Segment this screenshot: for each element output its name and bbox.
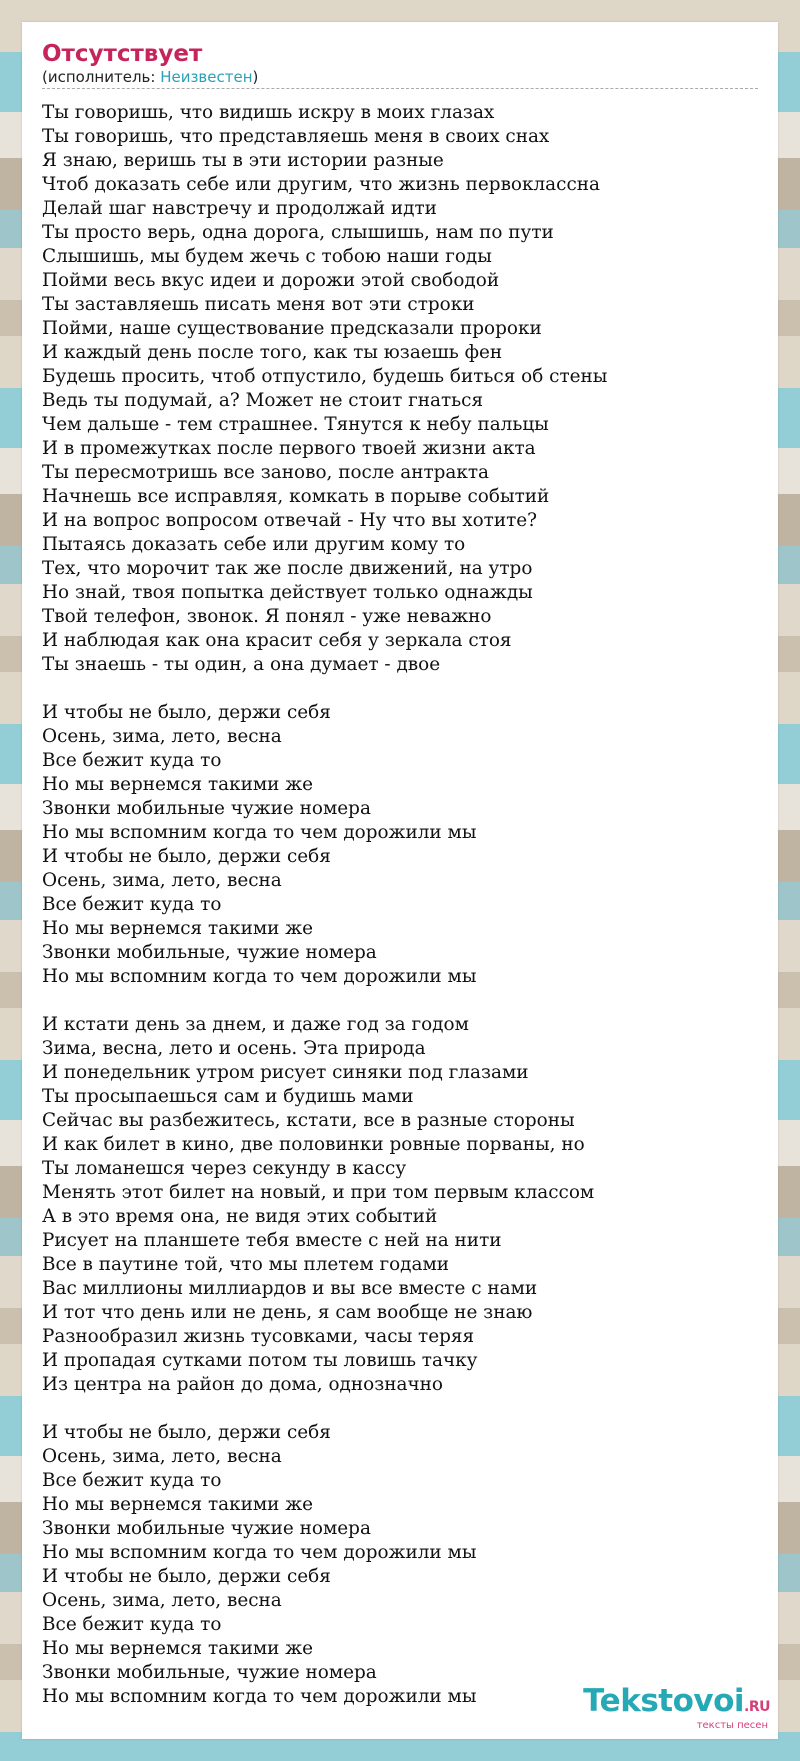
lyric-line: И в промежутках после первого твоей жизни акта <box>42 438 536 459</box>
lyric-line: Вас миллионы миллиардов и вы все вместе с нами <box>42 1278 538 1299</box>
lyric-line: И чтобы не было, держи себя <box>42 1422 331 1443</box>
lyrics-body <box>42 101 758 1709</box>
lyric-line: Сейчас вы разбежитесь, кстати, все в разные стороны <box>42 1110 575 1131</box>
lyric-line: И чтобы не было, держи себя <box>42 1566 331 1587</box>
lyric-line: Осень, зима, лето, весна <box>42 870 282 891</box>
lyric-line: Пытаясь доказать себе или другим кому то <box>42 534 466 555</box>
lyric-line: Звонки мобильные, чужие номера <box>42 942 377 963</box>
artist-line <box>42 68 758 89</box>
lyric-line: И тот что день или не день, я сам вообще не знаю <box>42 1302 533 1323</box>
lyric-line: Чем дальше - тем страшнее. Тянутся к небу пальцы <box>42 414 549 435</box>
lyric-line: Ты заставляешь писать меня вот эти строки <box>42 294 475 315</box>
lyrics-stanza <box>42 1421 758 1709</box>
lyric-line: И как билет в кино, две половинки ровные порваны, но <box>42 1134 585 1155</box>
lyric-line: Осень, зима, лето, весна <box>42 726 282 747</box>
lyric-line: Все в паутине той, что мы плетем годами <box>42 1254 450 1275</box>
lyric-line: Все бежит куда то <box>42 750 222 771</box>
lyrics-stanza <box>42 701 758 989</box>
lyric-line: Начнешь все исправляя, комкать в порыве событий <box>42 486 550 507</box>
lyric-line: Все бежит куда то <box>42 1470 222 1491</box>
lyric-line: А в это время она, не видя этих событий <box>42 1206 438 1227</box>
lyric-line: Зима, весна, лето и осень. Эта природа <box>42 1038 426 1059</box>
lyric-line: И чтобы не было, держи себя <box>42 702 331 723</box>
lyric-line: Но мы вернемся такими же <box>42 774 314 795</box>
lyric-line: Но мы вспомним когда то чем дорожили мы <box>42 1542 477 1563</box>
lyric-line: Разнообразил жизнь тусовками, часы теряя <box>42 1326 475 1347</box>
lyric-line: Делай шаг навстречу и продолжай идти <box>42 198 437 219</box>
lyric-line: И каждый день после того, как ты юзаешь фен <box>42 342 503 363</box>
lyric-line: Но знай, твоя попытка действует только однажды <box>42 582 533 603</box>
lyric-line: Ты пересмотришь все заново, после антракта <box>42 462 490 483</box>
lyric-line: Ты знаешь - ты один, а она думает - двое <box>42 654 441 675</box>
lyric-line: Будешь просить, чтоб отпустило, будешь биться об стены <box>42 366 608 387</box>
song-title: Отсутствует <box>42 41 203 67</box>
artist-prefix: (исполнитель: <box>42 68 161 86</box>
lyric-line: Звонки мобильные чужие номера <box>42 798 371 819</box>
lyric-line: Осень, зима, лето, весна <box>42 1590 282 1611</box>
lyric-line: И пропадая сутками потом ты ловишь тачку <box>42 1350 478 1371</box>
lyric-line: Твой телефон, звонок. Я понял - уже неважно <box>42 606 492 627</box>
lyrics-stanza <box>42 1013 758 1397</box>
lyric-line: Ты говоришь, что видишь искру в моих глазах <box>42 102 495 123</box>
lyric-line: Ты просто верь, одна дорога, слышишь, нам по пути <box>42 222 554 243</box>
lyric-line: Все бежит куда то <box>42 1614 222 1635</box>
lyric-line: Но мы вернемся такими же <box>42 918 314 939</box>
lyric-line: Пойми, наше существование предсказали пророки <box>42 318 542 339</box>
lyric-line: Пойми весь вкус идеи и дорожи этой свободой <box>42 270 500 291</box>
lyric-line: Но мы вспомним когда то чем дорожили мы <box>42 1686 477 1707</box>
lyric-line: Осень, зима, лето, весна <box>42 1446 282 1467</box>
lyric-line: И кстати день за днем, и даже год за годом <box>42 1014 469 1035</box>
logo-tagline: тексты песен <box>696 1720 768 1731</box>
lyric-line: Ты просыпаешься сам и будишь мами <box>42 1086 414 1107</box>
lyric-line: Чтоб доказать себе или другим, что жизнь первоклассна <box>42 174 600 195</box>
logo-text <box>583 1685 770 1723</box>
site-logo[interactable] <box>583 1685 770 1731</box>
lyric-line: Но мы вернемся такими же <box>42 1494 314 1515</box>
lyric-line: Ведь ты подумай, а? Может не стоит гнаться <box>42 390 484 411</box>
lyrics-card <box>22 22 778 1739</box>
lyric-line: Ты ломанешся через секунду в кассу <box>42 1158 407 1179</box>
lyric-line: Рисует на планшете тебя вместе с ней на нити <box>42 1230 502 1251</box>
lyric-line: Звонки мобильные, чужие номера <box>42 1662 377 1683</box>
lyric-line: И на вопрос вопросом отвечай - Ну что вы хотите? <box>42 510 538 531</box>
lyric-line: Тех, что морочит так же после движений, на утро <box>42 558 533 579</box>
artist-suffix: ) <box>252 68 259 86</box>
lyric-line: Я знаю, веришь ты в эти истории разные <box>42 150 444 171</box>
artist-link[interactable]: Неизвестен <box>160 68 253 86</box>
lyric-line: Но мы вернемся такими же <box>42 1638 314 1659</box>
lyric-line: Звонки мобильные чужие номера <box>42 1518 371 1539</box>
lyrics-stanza <box>42 101 758 677</box>
lyric-line: Из центра на район до дома, однозначно <box>42 1374 443 1395</box>
lyric-line: И понедельник утром рисует синяки под глазами <box>42 1062 529 1083</box>
lyric-line: Ты говоришь, что представляешь меня в своих снах <box>42 126 550 147</box>
lyric-line: Но мы вспомним когда то чем дорожили мы <box>42 822 477 843</box>
lyric-line: Все бежит куда то <box>42 894 222 915</box>
lyric-line: Менять этот билет на новый, и при том первым классом <box>42 1182 595 1203</box>
logo-name: Tekstovoi <box>583 1683 745 1719</box>
logo-tld: .RU <box>744 1699 770 1715</box>
lyric-line: Слышишь, мы будем жечь с тобою наши годы <box>42 246 492 267</box>
lyric-line: И чтобы не было, держи себя <box>42 846 331 867</box>
lyric-line: Но мы вспомним когда то чем дорожили мы <box>42 966 477 987</box>
lyric-line: И наблюдая как она красит себя у зеркала стоя <box>42 630 512 651</box>
